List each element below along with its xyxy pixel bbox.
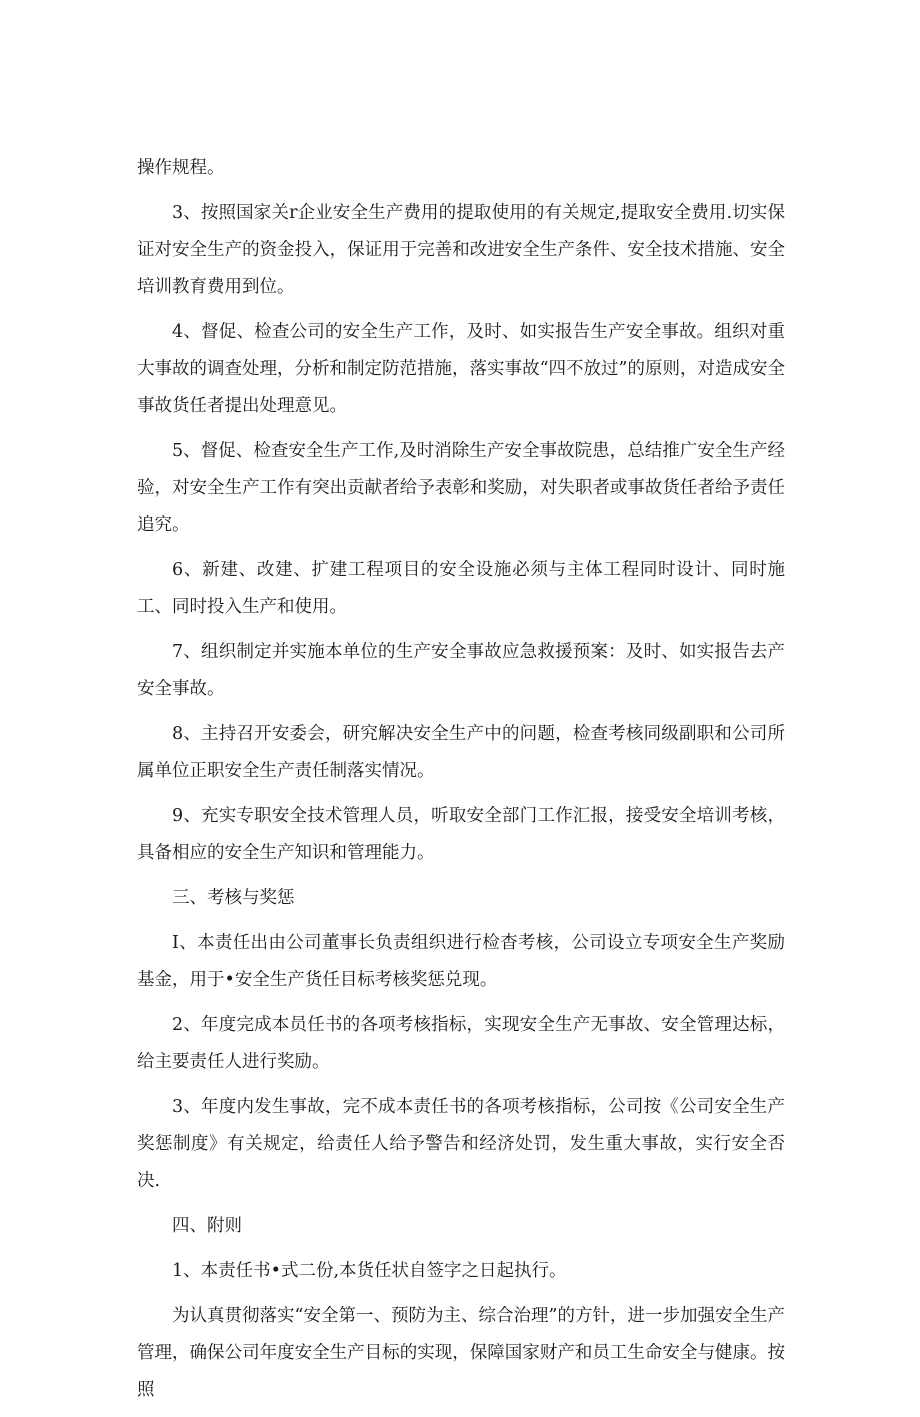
- paragraph-policy-intro: 为认真贯彻落实“安全第一、预防为主、综合治理”的方针，进一步加强安全生产管理，确保公司年度安全生产目标的实现，保障国家财产和员工生命安全与健康。按照: [137, 1306, 785, 1400]
- paragraph-item-4-accident-reporting: 4、督促、检查公司的安全生产工作，及时、如实报告生产安全事故。组织对重大事故的调查处理，分析和制定防范措施，落实事故“四不放过”的原则，对造成安全事故货任者提出处理意见。: [137, 322, 785, 416]
- paragraph-item-6-three-simultaneous: 6、新建、改建、扩建工程项目的安全设施必须与主体工程同时设计、同时施工、同时投入生产和使用。: [137, 560, 785, 617]
- paragraph-item-8-safety-committee: 8、主持召开安委会，研究解决安全生产中的问题，检查考核同级副职和公司所属单位正职安全生产责任制落实情况。: [137, 724, 785, 781]
- paragraph-assessment-item-1: I、本责任出由公司董事长负责组织进行检杳考核，公司设立专项安全生产奖励基金，用于•安全生产货任目标考核奖惩兑现。: [137, 933, 785, 990]
- paragraph-item-9-safety-staff: 9、充实专职安全技术管理人员，听取安全部门工作汇报，接受安全培训考核，具备相应的安全生产知识和管理能力。: [137, 806, 785, 863]
- section-heading-supplementary: 四、附则: [172, 1216, 242, 1236]
- paragraph-item-5-hazard-elimination: 5、督促、检查安全生产工作,及时消除生产安全事故院患，总结推广安全生产经验，对安全生产工作有突出贡献者给予表彰和奖励，对失职者或事故货任者给予责任追究。: [137, 441, 785, 535]
- paragraph-assessment-item-2: 2、年度完成本员任书的各项考核指标，实现安全生产无事故、安全管理达标，给主要责任人进行奖励。: [137, 1015, 785, 1072]
- document-body: [137, 150, 785, 1417]
- paragraph-item-7-emergency-plan: 7、组织制定并实施本单位的生产安全事故应急救援预案：及时、如实报告去产安全事故。: [137, 642, 785, 699]
- paragraph-assessment-item-3: 3、年度内发生事故，完不成本责任书的各项考核指标，公司按《公司安全生产奖惩制度》有关规定，给责任人给予警告和经济处罚，发生重大事故，实行安全否决.: [137, 1097, 785, 1191]
- paragraph-supplementary-item-1: 1、本责任书•式二份,本货任状自签字之日起执行。: [172, 1261, 567, 1281]
- section-heading-assessment-rewards: 三、考核与奖惩: [172, 888, 295, 908]
- paragraph-operating-rules: 操作规程。: [137, 158, 225, 178]
- paragraph-item-3-safety-funds: 3、按照国家关r企业安全生产费用的提取使用的有关规定,提取安全费用.切实保证对安全生产的资金投入，保证用于完善和改进安全生产条件、安全技术措施、安全培训教育费用到位。: [137, 203, 785, 297]
